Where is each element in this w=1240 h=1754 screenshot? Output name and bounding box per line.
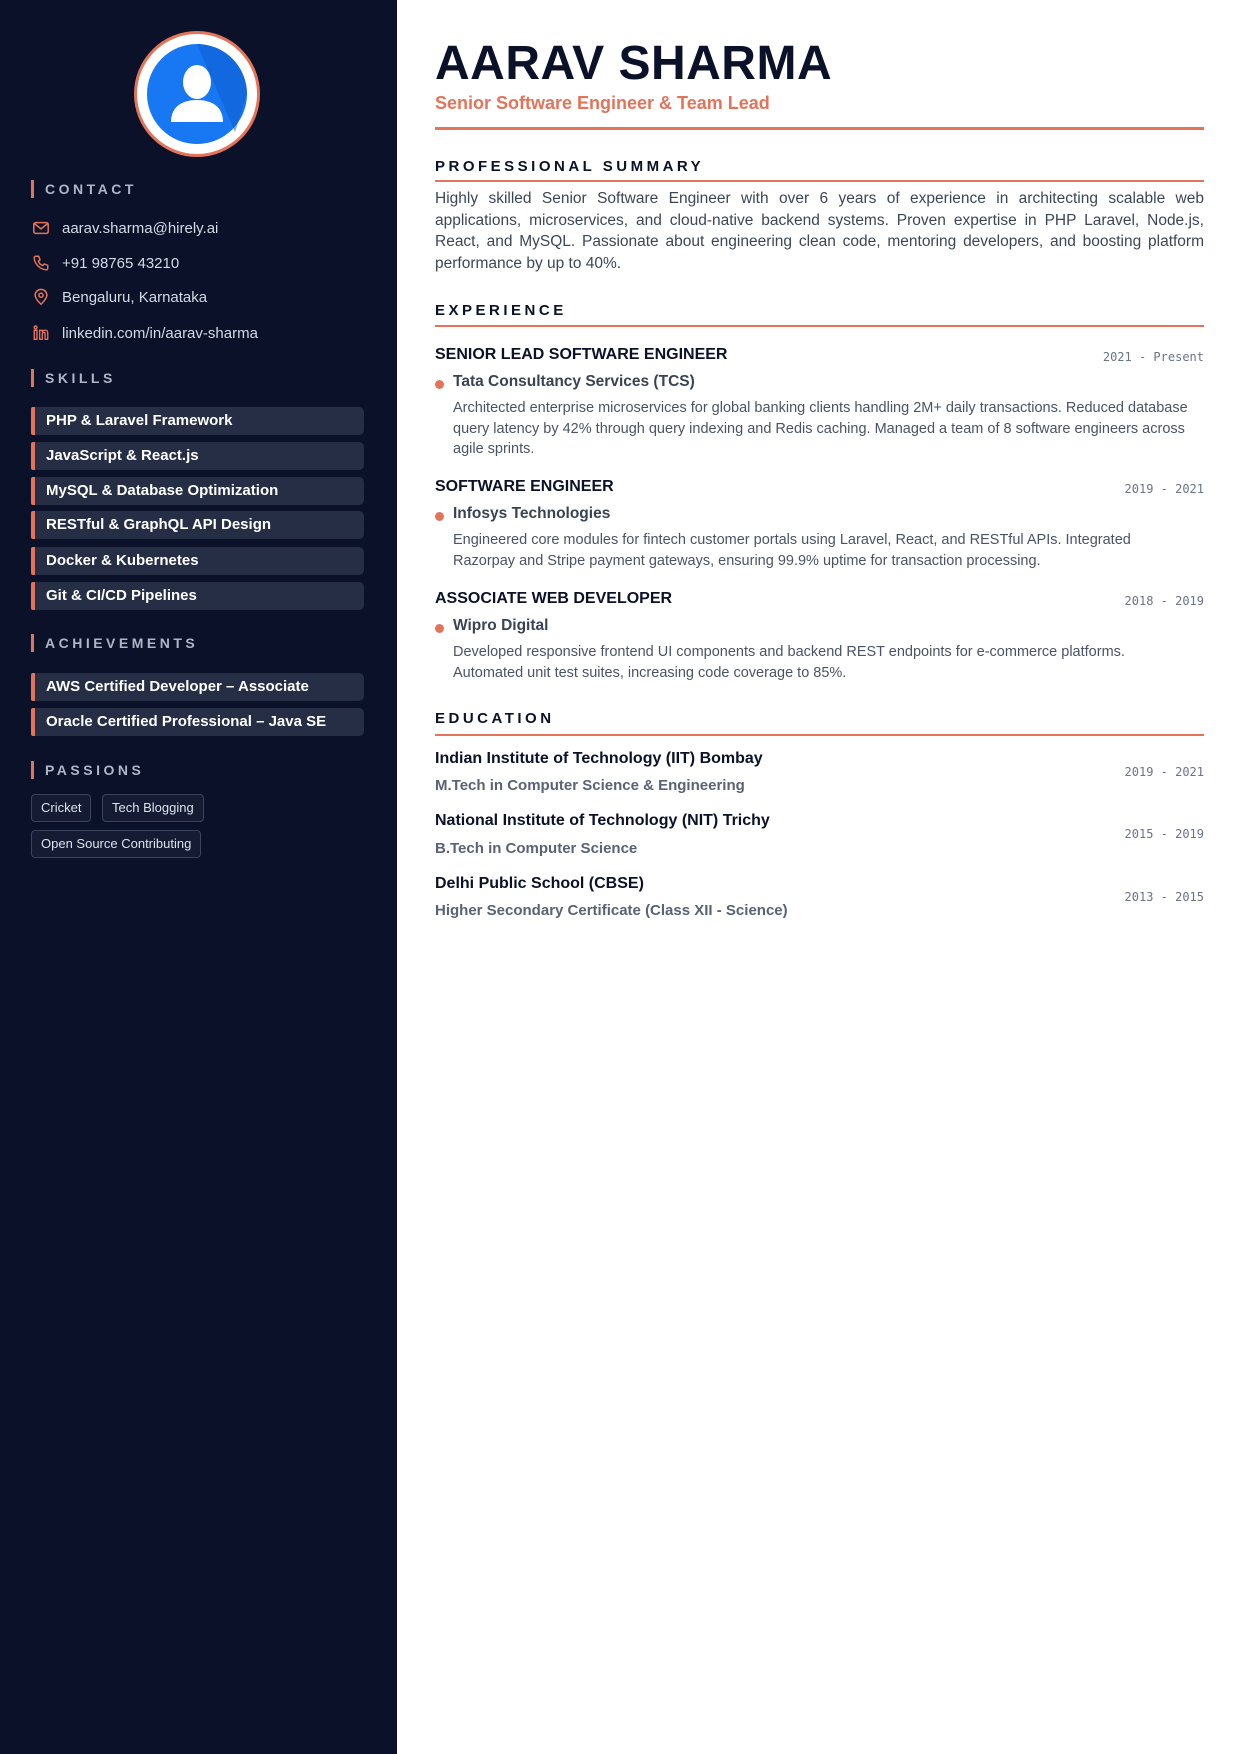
school-name: Delhi Public School (CBSE) [435, 875, 644, 892]
passions-section [31, 761, 364, 851]
passions-heading: PASSIONS [31, 761, 364, 779]
company-name: Tata Consultancy Services (TCS) [453, 373, 695, 390]
skill-pill: PHP & Laravel Framework [31, 407, 364, 435]
achievements-section [31, 634, 364, 730]
job-description: Architected enterprise microservices for global banking clients handling 2M+ daily transactions. Reduced database query latency by 42% through query indexing and Redis caching. Managed a team of 8 software engineers across agile sprints. [453, 400, 1188, 457]
sidebar [0, 0, 397, 1754]
skill-pill: JavaScript & React.js [31, 442, 364, 470]
degree-name: B.Tech in Computer Science [435, 840, 638, 857]
experience-heading: EXPERIENCE [435, 302, 567, 319]
candidate-name: AARAV SHARMA [435, 37, 833, 90]
contact-email-text: aarav.sharma@hirely.ai [62, 219, 219, 237]
degree-name: M.Tech in Computer Science & Engineering [435, 777, 745, 794]
job-dates: 2021 - Present [1102, 350, 1204, 364]
summary-heading: PROFESSIONAL SUMMARY [435, 158, 705, 175]
mail-icon [31, 218, 51, 238]
contact-phone-text: +91 98765 43210 [62, 254, 180, 272]
candidate-role: Senior Software Engineer & Team Lead [435, 93, 770, 113]
skills-heading: SKILLS [31, 369, 364, 387]
contact-location-text: Bengaluru, Karnataka [62, 288, 208, 306]
contact-phone[interactable] [31, 252, 179, 274]
job-description: Engineered core modules for fintech customer portals using Laravel, React, and RESTful APIs. Integrated Razorpay and Stripe payment gateways, ensuring 99.9% uptime for transaction processing. [453, 532, 1131, 569]
passion-tag: Tech Blogging [102, 794, 204, 822]
header-divider [435, 127, 1204, 130]
job-dates: 2019 - 2021 [1124, 482, 1204, 496]
passion-tag: Cricket [31, 794, 91, 822]
skills-section [31, 369, 364, 604]
school-name: National Institute of Technology (NIT) Trichy [435, 812, 770, 829]
achievements-heading: ACHIEVEMENTS [31, 634, 364, 652]
school-name: Indian Institute of Technology (IIT) Bombay [435, 750, 763, 767]
skill-pill: Docker & Kubernetes [31, 547, 364, 575]
linkedin-icon [31, 323, 51, 343]
skill-pill: RESTful & GraphQL API Design [31, 511, 364, 539]
education-divider [435, 734, 1204, 736]
company-name: Infosys Technologies [453, 505, 611, 522]
bullet-dot [435, 512, 444, 521]
bullet-dot [435, 624, 444, 633]
location-pin-icon [31, 287, 51, 307]
skill-pill: MySQL & Database Optimization [31, 477, 364, 505]
degree-name: Higher Secondary Certificate (Class XII - Science) [435, 902, 788, 919]
summary-divider [435, 180, 1204, 182]
phone-icon [31, 253, 51, 273]
edu-dates: 2019 - 2021 [1124, 765, 1204, 779]
bullet-dot [435, 380, 444, 389]
contact-location [31, 286, 207, 308]
edu-dates: 2013 - 2015 [1124, 890, 1204, 904]
job-title: SOFTWARE ENGINEER [435, 478, 614, 495]
edu-dates: 2015 - 2019 [1124, 827, 1204, 841]
passion-tag: Open Source Contributing [31, 830, 201, 858]
job-description: Developed responsive frontend UI components and backend REST endpoints for e-commerce platforms. Automated unit test suites, increasing code coverage to 85%. [453, 644, 1125, 681]
job-dates: 2018 - 2019 [1124, 594, 1204, 608]
company-name: Wipro Digital [453, 617, 549, 634]
job-title: ASSOCIATE WEB DEVELOPER [435, 590, 673, 607]
contact-linkedin[interactable] [31, 322, 258, 344]
achievement-pill: Oracle Certified Professional – Java SE [31, 708, 364, 736]
avatar [134, 31, 260, 157]
user-avatar-icon [145, 42, 249, 146]
education-heading: EDUCATION [435, 710, 555, 727]
experience-divider [435, 325, 1204, 327]
contact-linkedin-text: linkedin.com/in/aarav-sharma [62, 324, 258, 342]
contact-email[interactable] [31, 217, 218, 239]
summary-text: Highly skilled Senior Software Engineer with over 6 years of experience in architecting scalable web applications, microservices, and cloud-native backend systems. Proven expertise in PHP Laravel, Node.js, React, and MySQL. Passionate about engineering clean code, mentoring developers, and boosting platform performance by up to 40%. [435, 190, 1204, 272]
contact-section [31, 180, 364, 342]
skill-pill: Git & CI/CD Pipelines [31, 582, 364, 610]
contact-heading: CONTACT [31, 180, 364, 198]
achievement-pill: AWS Certified Developer – Associate [31, 673, 364, 701]
job-title: SENIOR LEAD SOFTWARE ENGINEER [435, 346, 728, 363]
